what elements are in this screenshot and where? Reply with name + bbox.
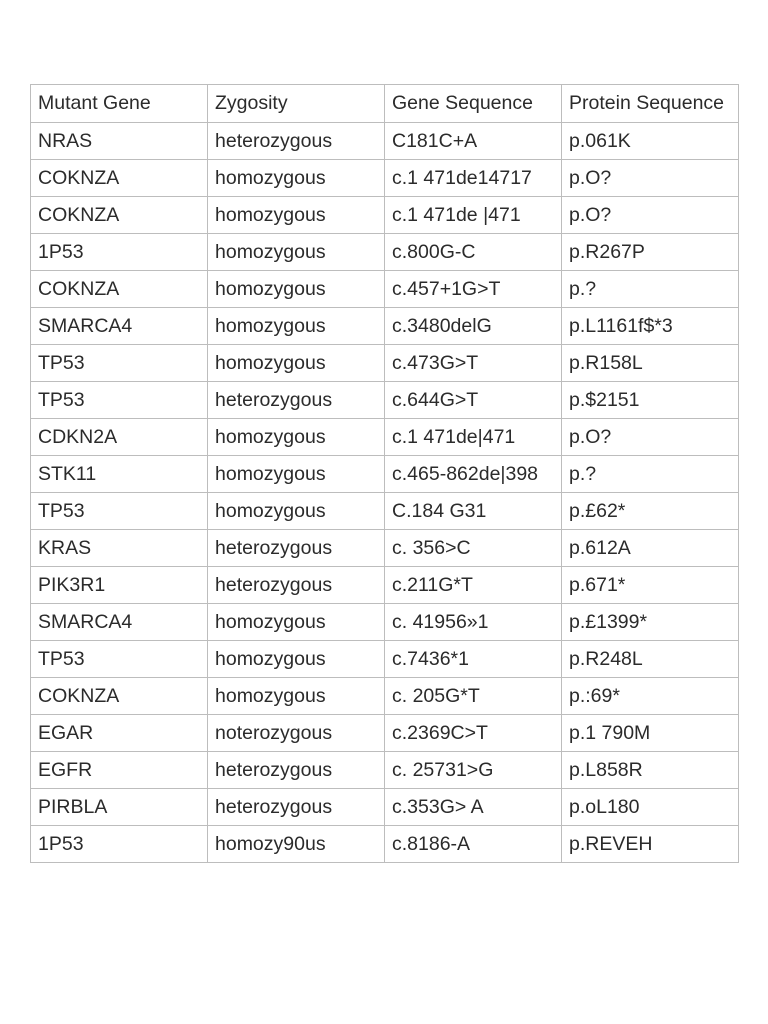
cell-protein-sequence: p.REVEH [562, 826, 739, 863]
cell-gene-sequence: C.184 G31 [385, 493, 562, 530]
table-row [31, 493, 739, 530]
cell-zygosity: heterozygous [208, 530, 385, 567]
cell-zygosity: noterozygous [208, 715, 385, 752]
table-row [31, 123, 739, 160]
table-body [31, 123, 739, 863]
table-row [31, 197, 739, 234]
cell-protein-sequence: p.L858R [562, 752, 739, 789]
cell-gene-sequence: c.7436*1 [385, 641, 562, 678]
cell-gene-sequence: c.8186-A [385, 826, 562, 863]
cell-mutant-gene: EGFR [31, 752, 208, 789]
table-row [31, 715, 739, 752]
cell-mutant-gene: TP53 [31, 345, 208, 382]
header-row [31, 85, 739, 123]
cell-mutant-gene: CDKN2A [31, 419, 208, 456]
cell-zygosity: homozygous [208, 641, 385, 678]
cell-zygosity: homozygous [208, 678, 385, 715]
table-row [31, 160, 739, 197]
table-row [31, 789, 739, 826]
cell-protein-sequence: p.R158L [562, 345, 739, 382]
cell-protein-sequence: p.O? [562, 419, 739, 456]
cell-zygosity: homozy90us [208, 826, 385, 863]
cell-mutant-gene: NRAS [31, 123, 208, 160]
table-header [31, 85, 739, 123]
mutation-table [30, 84, 739, 863]
cell-mutant-gene: PIK3R1 [31, 567, 208, 604]
cell-gene-sequence: c.1 471de14717 [385, 160, 562, 197]
cell-mutant-gene: SMARCA4 [31, 604, 208, 641]
cell-mutant-gene: COKNZA [31, 160, 208, 197]
cell-zygosity: heterozygous [208, 567, 385, 604]
cell-protein-sequence: p.061K [562, 123, 739, 160]
cell-gene-sequence: c. 205G*T [385, 678, 562, 715]
cell-gene-sequence: c.3480delG [385, 308, 562, 345]
cell-zygosity: homozygous [208, 604, 385, 641]
table-row [31, 678, 739, 715]
cell-protein-sequence: p.1 790M [562, 715, 739, 752]
cell-mutant-gene: 1P53 [31, 826, 208, 863]
cell-gene-sequence: c.457+1G>T [385, 271, 562, 308]
table-row [31, 419, 739, 456]
cell-mutant-gene: EGAR [31, 715, 208, 752]
cell-protein-sequence: p.671* [562, 567, 739, 604]
cell-mutant-gene: COKNZA [31, 678, 208, 715]
cell-mutant-gene: TP53 [31, 382, 208, 419]
header-gene-sequence: Gene Sequence [385, 85, 562, 123]
cell-protein-sequence: p.L1161f$*3 [562, 308, 739, 345]
table-row [31, 530, 739, 567]
cell-gene-sequence: c. 25731>G [385, 752, 562, 789]
table-row [31, 308, 739, 345]
cell-mutant-gene: TP53 [31, 493, 208, 530]
cell-protein-sequence: p.:69* [562, 678, 739, 715]
cell-zygosity: homozygous [208, 456, 385, 493]
cell-protein-sequence: p.R248L [562, 641, 739, 678]
cell-protein-sequence: p.? [562, 271, 739, 308]
cell-zygosity: homozygous [208, 160, 385, 197]
table-row [31, 345, 739, 382]
cell-zygosity: homozygous [208, 345, 385, 382]
cell-mutant-gene: 1P53 [31, 234, 208, 271]
cell-gene-sequence: c.644G>T [385, 382, 562, 419]
cell-zygosity: homozygous [208, 308, 385, 345]
cell-gene-sequence: c.2369C>T [385, 715, 562, 752]
cell-gene-sequence: c.473G>T [385, 345, 562, 382]
cell-gene-sequence: c.800G-C [385, 234, 562, 271]
table-row [31, 382, 739, 419]
cell-protein-sequence: p.£62* [562, 493, 739, 530]
cell-protein-sequence: p.R267P [562, 234, 739, 271]
cell-protein-sequence: p.£1399* [562, 604, 739, 641]
cell-zygosity: heterozygous [208, 382, 385, 419]
cell-protein-sequence: p.$2151 [562, 382, 739, 419]
cell-mutant-gene: KRAS [31, 530, 208, 567]
cell-zygosity: heterozygous [208, 123, 385, 160]
cell-zygosity: homozygous [208, 271, 385, 308]
table-row [31, 604, 739, 641]
cell-gene-sequence: c. 356>C [385, 530, 562, 567]
cell-mutant-gene: STK11 [31, 456, 208, 493]
cell-gene-sequence: C181C+A [385, 123, 562, 160]
cell-gene-sequence: c.1 471de |471 [385, 197, 562, 234]
cell-mutant-gene: COKNZA [31, 271, 208, 308]
table-row [31, 752, 739, 789]
cell-mutant-gene: PIRBLA [31, 789, 208, 826]
table-row [31, 567, 739, 604]
cell-protein-sequence: p.oL180 [562, 789, 739, 826]
cell-gene-sequence: c.465-862de|398 [385, 456, 562, 493]
table-row [31, 234, 739, 271]
cell-mutant-gene: SMARCA4 [31, 308, 208, 345]
cell-protein-sequence: p.? [562, 456, 739, 493]
header-zygosity: Zygosity [208, 85, 385, 123]
cell-zygosity: homozygous [208, 419, 385, 456]
header-mutant-gene: Mutant Gene [31, 85, 208, 123]
cell-gene-sequence: c.353G> A [385, 789, 562, 826]
cell-protein-sequence: p.O? [562, 160, 739, 197]
table-row [31, 641, 739, 678]
cell-gene-sequence: c.211G*T [385, 567, 562, 604]
table-row [31, 456, 739, 493]
cell-gene-sequence: c. 41956»1 [385, 604, 562, 641]
cell-zygosity: homozygous [208, 493, 385, 530]
table-row [31, 826, 739, 863]
cell-zygosity: heterozygous [208, 789, 385, 826]
cell-mutant-gene: TP53 [31, 641, 208, 678]
cell-zygosity: heterozygous [208, 752, 385, 789]
cell-protein-sequence: p.612A [562, 530, 739, 567]
cell-gene-sequence: c.1 471de|471 [385, 419, 562, 456]
table-row [31, 271, 739, 308]
cell-mutant-gene: COKNZA [31, 197, 208, 234]
header-protein-sequence: Protein Sequence [562, 85, 739, 123]
cell-zygosity: homozygous [208, 234, 385, 271]
cell-protein-sequence: p.O? [562, 197, 739, 234]
cell-zygosity: homozygous [208, 197, 385, 234]
